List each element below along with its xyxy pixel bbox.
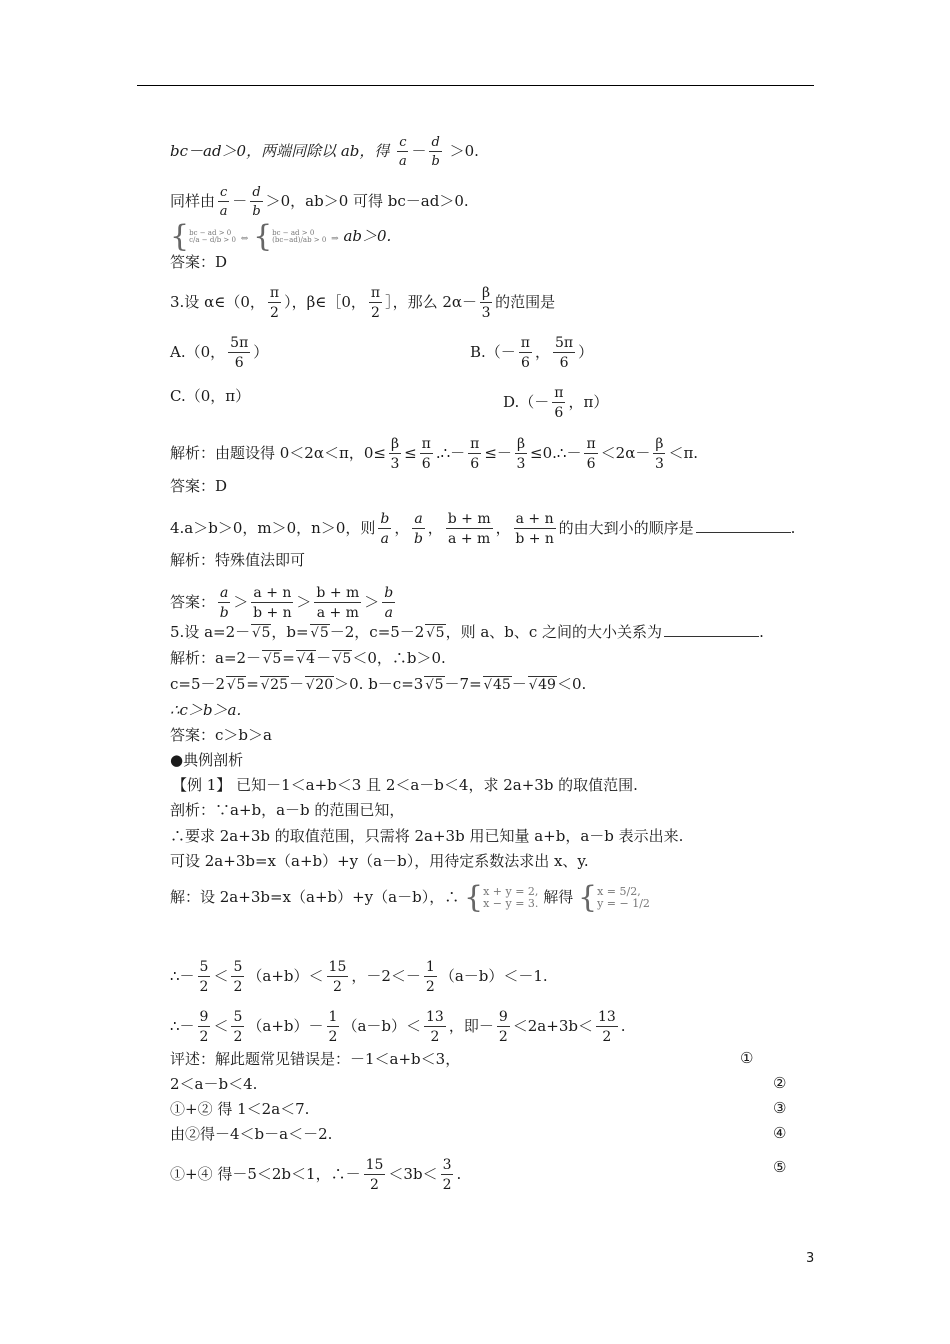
fraction-d-over-b: $\frac{d}{b}$ xyxy=(431,135,440,169)
fraction-a-over-b: $\frac{a}{b}$ xyxy=(219,585,229,621)
left-brace: { xyxy=(463,880,484,915)
fraction-pi-over-2: $\frac{\pi}{2}$ xyxy=(269,285,280,321)
fraction-13-over-2: $\frac{13}{2}$ xyxy=(597,1009,616,1045)
left-brace: { xyxy=(170,219,190,254)
left-brace: { xyxy=(578,880,598,915)
example-1: 【例 1】 已知－1＜a+b＜3 且 2＜a－b＜4，求 2a+3b 的取值范围. xyxy=(172,776,638,794)
fraction-3-over-2: $\frac{3}{2}$ xyxy=(442,1157,452,1193)
fraction-pi-over-6: $\frac{\pi}{6}$ xyxy=(554,385,564,421)
line-3: {bc − ad > 0 c/a − d/b > 0 ⇔ {bc − ad > 0 (bc−ad)/ab > 0 ⇒ ab＞0. xyxy=(170,219,392,254)
fraction-5-over-2: $\frac{5}{2}$ xyxy=(199,959,209,995)
comment-1: 评述：解此题常见错误是：－1＜a+b＜3， xyxy=(170,1050,461,1068)
answer-5: 答案：c＞b＞a xyxy=(170,726,272,744)
line-2: 同样由 $\frac{c}{a}$ － $\frac{d}{b}$ ＞0，ab＞0 可得 bc－ad＞0. xyxy=(170,185,469,219)
answer-4: 答案： $\frac{a}{b}$ ＞ $\frac{a + n}{b + n}$ ＞ $\frac{b + m}{a + m}$ ＞ $\frac{b}{a}$ xyxy=(170,585,394,621)
solution-5-line-2: c=5－2√ 5=√ 25－√ 20＞0. b－c=3√ 5－7=√ 45－√ 49＜0. xyxy=(170,674,586,696)
option-a: A.（0， $\frac{5\pi}{6}$ ） xyxy=(170,335,269,371)
section-heading: ●典例剖析 xyxy=(170,751,244,769)
fraction-an-over-bn: $\frac{a + n}{b + n}$ xyxy=(515,511,554,547)
fraction-beta-over-3: $\frac{\beta}{3}$ xyxy=(481,285,491,321)
fraction-beta-over-3: $\frac{\beta}{3}$ xyxy=(516,436,526,472)
fraction-bm-over-am: $\frac{b + m}{a + m}$ xyxy=(447,511,491,547)
fraction-b-over-a: $\frac{b}{a}$ xyxy=(384,585,394,621)
equation-system-2: x = 5/2, y = − 1/2 xyxy=(597,885,650,910)
tiny-system-1: bc − ad > 0 c/a − d/b > 0 xyxy=(189,229,236,244)
marker-1: ① xyxy=(740,1049,754,1067)
comment-4: 由②得－4＜b－a＜－2. xyxy=(170,1125,333,1143)
answer-blank xyxy=(696,518,791,533)
fraction-15-over-2: $\frac{15}{2}$ xyxy=(328,959,347,995)
fraction-pi-over-6: $\frac{\pi}{6}$ xyxy=(421,436,431,472)
fraction-1-over-2: $\frac{1}{2}$ xyxy=(425,959,435,995)
option-c: C.（0，π） xyxy=(170,387,251,405)
fraction-1-over-2: $\frac{1}{2}$ xyxy=(328,1009,338,1045)
answer-blank xyxy=(664,622,759,637)
fraction-c-over-a: $\frac{c}{a}$ xyxy=(219,185,228,219)
text: ＞0，ab＞0 可得 bc－ad＞0. xyxy=(265,192,469,210)
analysis-1: 剖析：∵a+b，a－b 的范围已知， xyxy=(170,801,405,819)
question-3: 3.设 α∈（0， $\frac{\pi}{2}$ ），β∈［0， $\frac{\pi}{2}$ ］，那么 2α－ $\frac{\beta}{3}$ 的范围是 xyxy=(170,285,556,321)
fraction-a-over-b: $\frac{a}{b}$ xyxy=(414,511,424,547)
marker-2: ② xyxy=(773,1074,787,1092)
comment-5: ①+④ 得－5＜2b＜1，∴－ $\frac{15}{2}$ ＜3b＜ $\frac{3}{2}$ . xyxy=(170,1157,462,1193)
analysis-3: 可设 2a+3b=x（a+b）+y（a－b），用待定系数法求出 x、y. xyxy=(170,852,589,870)
answer-1: 答案：D xyxy=(170,253,228,271)
analysis-2: ∴要求 2a+3b 的取值范围，只需将 2a+3b 用已知量 a+b，a－b 表示出来. xyxy=(170,827,684,845)
comment-3: ①+② 得 1＜2a＜7. xyxy=(170,1100,310,1118)
result-line-1: ∴－ $\frac{5}{2}$ ＜ $\frac{5}{2}$ （a+b）＜ $\frac{15}{2}$ ，－2＜－ $\frac{1}{2}$ （a－b）＜－1. xyxy=(170,959,548,995)
solution-5: 解析：a=2－√ 5=√ 4－√ 5＜0，∴b＞0. xyxy=(170,648,446,670)
answer-3: 答案：D xyxy=(170,477,228,495)
text: 同样由 xyxy=(170,192,216,210)
sqrt-5: √ 5 xyxy=(251,624,271,641)
solution-5-line-3: ∴c＞b＞a. xyxy=(170,701,242,719)
sqrt-5: √ 5 xyxy=(310,624,330,641)
marker-3: ③ xyxy=(773,1099,787,1117)
fraction-9-over-2: $\frac{9}{2}$ xyxy=(199,1009,209,1045)
left-brace: { xyxy=(253,219,273,254)
fraction-9-over-2: $\frac{9}{2}$ xyxy=(498,1009,508,1045)
solution-example-1: 解：设 2a+3b=x（a+b）+y（a－b），∴ {x + y = 2, x − y = 3. 解得 {x = 5/2, y = − 1/2 xyxy=(170,880,650,915)
solution-3: 解析：由题设得 0＜2α＜π，0≤ $\frac{\beta}{3}$ ≤ $\frac{\pi}{6}$ .∴－ $\frac{\pi}{6}$ ≤－ $\frac{\beta}{3}$ ≤0.∴－ $\frac{\pi}{6}$ ＜2α－ $\frac{\beta}{3}$ ＜π. xyxy=(170,436,699,472)
option-d: D.（－ $\frac{\pi}{6}$ ，π） xyxy=(503,385,609,421)
tiny-system-2: bc − ad > 0 (bc−ad)/ab > 0 xyxy=(272,229,327,244)
fraction-13-over-2: $\frac{13}{2}$ xyxy=(426,1009,444,1045)
fraction-beta-over-3: $\frac{\beta}{3}$ xyxy=(654,436,664,472)
fraction-5pi-over-6: $\frac{5\pi}{6}$ xyxy=(555,335,574,371)
text: bc－ad＞0，两端同除以 ab，得 xyxy=(170,142,390,160)
text: ab＞0. xyxy=(343,227,392,245)
comment-2: 2＜a－b＜4. xyxy=(170,1075,258,1093)
sqrt-5: √ 5 xyxy=(425,624,445,641)
question-4: 4.a＞b＞0，m＞0，n＞0，则 $\frac{b}{a}$ ， $\frac{a}{b}$ ， $\frac{b + m}{a + m}$ ， $\frac{a + n}{b + n}$ 的由大到小的顺序是 . xyxy=(170,511,796,547)
page-number: 3 xyxy=(806,1251,815,1266)
fraction-pi-over-6: $\frac{\pi}{6}$ xyxy=(586,436,596,472)
header-rule xyxy=(137,85,814,86)
fraction-pi-over-6: $\frac{\pi}{6}$ xyxy=(520,335,530,371)
fraction-5-over-2: $\frac{5}{2}$ xyxy=(233,1009,243,1045)
fraction-c-over-a: $\frac{c}{a}$ xyxy=(398,135,407,169)
fraction-an-over-bn: $\frac{a + n}{b + n}$ xyxy=(253,585,292,621)
fraction-bm-over-am: $\frac{b + m}{a + m}$ xyxy=(316,585,360,621)
line-1: bc－ad＞0，两端同除以 ab，得 $\frac{c}{a}$ － $\frac{d}{b}$ ＞0. xyxy=(170,135,479,169)
marker-5: ⑤ xyxy=(773,1158,787,1176)
text: ＞0. xyxy=(449,142,479,160)
fraction-5-over-2: $\frac{5}{2}$ xyxy=(233,959,243,995)
fraction-pi-over-6: $\frac{\pi}{6}$ xyxy=(470,436,480,472)
fraction-15-over-2: $\frac{15}{2}$ xyxy=(365,1157,384,1193)
marker-4: ④ xyxy=(773,1124,787,1142)
fraction-d-over-b: $\frac{d}{b}$ xyxy=(252,185,261,219)
equation-system-1: x + y = 2, x − y = 3. xyxy=(483,885,539,910)
solution-4: 解析：特殊值法即可 xyxy=(170,551,306,569)
question-5: 5.设 a=2－√ 5，b=√ 5－2，c=5－2√ 5，则 a、b、c 之间的大小关系为 . xyxy=(170,622,764,644)
fraction-beta-over-3: $\frac{\beta}{3}$ xyxy=(390,436,400,472)
fraction-5pi-over-6: $\frac{5\pi}{6}$ xyxy=(230,335,249,371)
fraction-b-over-a: $\frac{b}{a}$ xyxy=(380,511,390,547)
option-b: B.（－ $\frac{\pi}{6}$ ， $\frac{5\pi}{6}$ ） xyxy=(470,335,594,371)
result-line-2: ∴－ $\frac{9}{2}$ ＜ $\frac{5}{2}$ （a+b）－ $\frac{1}{2}$ （a－b）＜ $\frac{13}{2}$ ，即－ $\frac{9}{2}$ ＜2a+3b＜ $\frac{13}{2}$ . xyxy=(170,1009,626,1045)
fraction-pi-over-2: $\frac{\pi}{2}$ xyxy=(370,285,381,321)
